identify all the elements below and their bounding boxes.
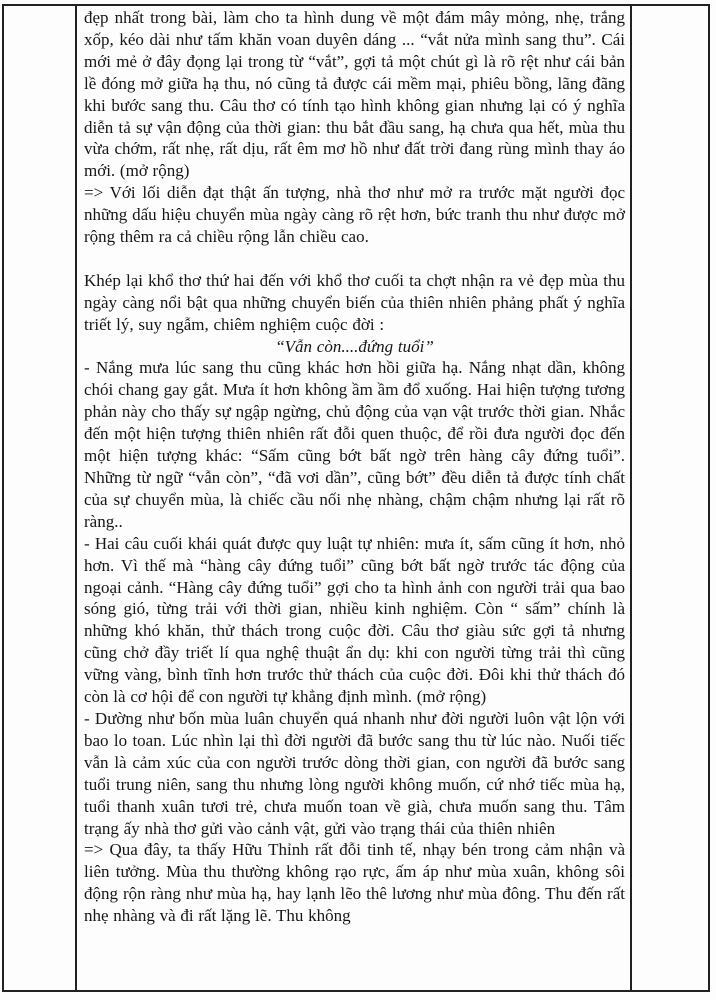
document-table <box>2 4 710 992</box>
paragraph: Khép lại khổ thơ thứ hai đến với khổ thơ cuối ta chợt nhận ra vẻ đẹp mùa thu ngày càng nổi bật qua những chuyển biến của thiên nhiên phảng phất ý nghĩa triết lý, suy ngẫm, chiêm nghiệm cuộc đời : <box>84 270 625 334</box>
paragraph: - Hai câu cuối khái quát được quy luật tự nhiên: mưa ít, sấm cũng ít hơn, nhỏ hơn. Vì thế mà “hàng cây đứng tuổi” cũng bớt bất ngờ trước tác động của ngoại cảnh. “Hàng cây đứng tuổi” gợi cho ta hình ảnh con người trải qua bao sóng gió, từng trải với thời gian, nhiều kinh nghiệm. Còn “ sấm” chính là những khó khăn, thử thách trong cuộc đời. Câu thơ giàu sức gợi tả nhưng cũng chở đầy triết lí qua nghệ thuật ẩn dụ: khi con người từng trải thì cũng vững vàng, bình tĩnh hơn trước thử thách của cuộc đời. Đôi khi thử thách đó còn là cơ hội để con người tự khẳng định mình. (mở rộng) <box>84 533 625 707</box>
table-right-margin-cell <box>630 6 708 990</box>
paragraph: - Nắng mưa lúc sang thu cũng khác hơn hồi giữa hạ. Nắng nhạt dần, không chói chang gay gắt. Mưa ít hơn không ầm ầm đổ xuống. Hai hiện tượng tương phản này cho thấy sự ngập ngừng, chủ động của vạn vật trước thời gian. Nhắc đến một hiện tượng thiên nhiên rất đỗi quen thuộc, để rồi đưa người đọc đến một hiện tượng khác: “Sấm cũng bớt bất ngờ trên hàng cây đứng tuổi”. Những từ ngữ “vẫn còn”, “đã vơi dần”, cũng bớt” đều diễn tả được tính chất của sự chuyển mùa, là chiếc cầu nối nhẹ nhàng, chậm chậm nhưng lại rất rõ ràng.. <box>84 358 625 531</box>
essay-paragraphs <box>77 6 630 990</box>
paragraph: - Dường như bốn mùa luân chuyển quá nhanh như đời người luôn vật lộn với bao lo toan. Lúc nhìn lại thì đời người đã bước sang thu từ lúc nào. Nuối tiếc vẫn là cảm xúc của con người trước dòng thời gian, con người đã bước sang tuổi trung niên, sang thu nhưng lòng người không muốn, cứ nhớ tiếc mùa hạ, tuổi thanh xuân tươi trẻ, chưa muốn toan về già, chưa muốn sang thu. Tâm trạng ấy nhà thơ gửi vào cảnh vật, gửi vào trạng thái của thiên nhiên <box>84 708 625 838</box>
paragraph: => Qua đây, ta thấy Hữu Thỉnh rất đỗi tinh tế, nhạy bén trong cảm nhận và liên tưởng. Mùa thu thường không rạo rực, ấm áp như mùa xuân, không sôi động rộn ràng như mùa hạ, hay lạnh lẽo thê lương như mùa đông. Thu đến rất nhẹ nhàng và đi rất lặng lẽ. Thu không <box>84 840 625 926</box>
blank-line <box>84 248 625 270</box>
table-left-margin-cell <box>4 6 77 990</box>
paragraph: đẹp nhất trong bài, làm cho ta hình dung về một đám mây mỏng, nhẹ, trắng xốp, kéo dài như tấm khăn voan duyên dáng ... “vắt nửa mình sang thu”. Cái mới mẻ ở đây đọng lại trong từ “vắt”, gợi tả một chút gì là rõ rệt như cái bản lề đóng mở giữa hạ thu, nó cũng tả được cái mềm mại, phiêu bồng, lãng đãng khi bước sang thu. Câu thơ có tính tạo hình không gian nhưng lại có ý nghĩa diễn tả sự vận động của thời gian: thu bắt đầu sang, hạ chưa qua hết, mùa thu vừa chớm, rất nhẹ, rất dịu, rất êm mơ hồ như đất trời đang rùng mình thay áo mới. (mở rộng) <box>84 8 625 181</box>
quote-line: “Vẫn còn....đứng tuổi” <box>275 336 434 356</box>
paragraph: => Với lối diễn đạt thật ấn tượng, nhà thơ như mở ra trước mặt người đọc những dấu hiệu chuyển mùa ngày càng rõ rệt hơn, bức tranh thu như được mở rộng thêm ra cả chiều rộng lẫn chiều cao. <box>84 183 625 247</box>
